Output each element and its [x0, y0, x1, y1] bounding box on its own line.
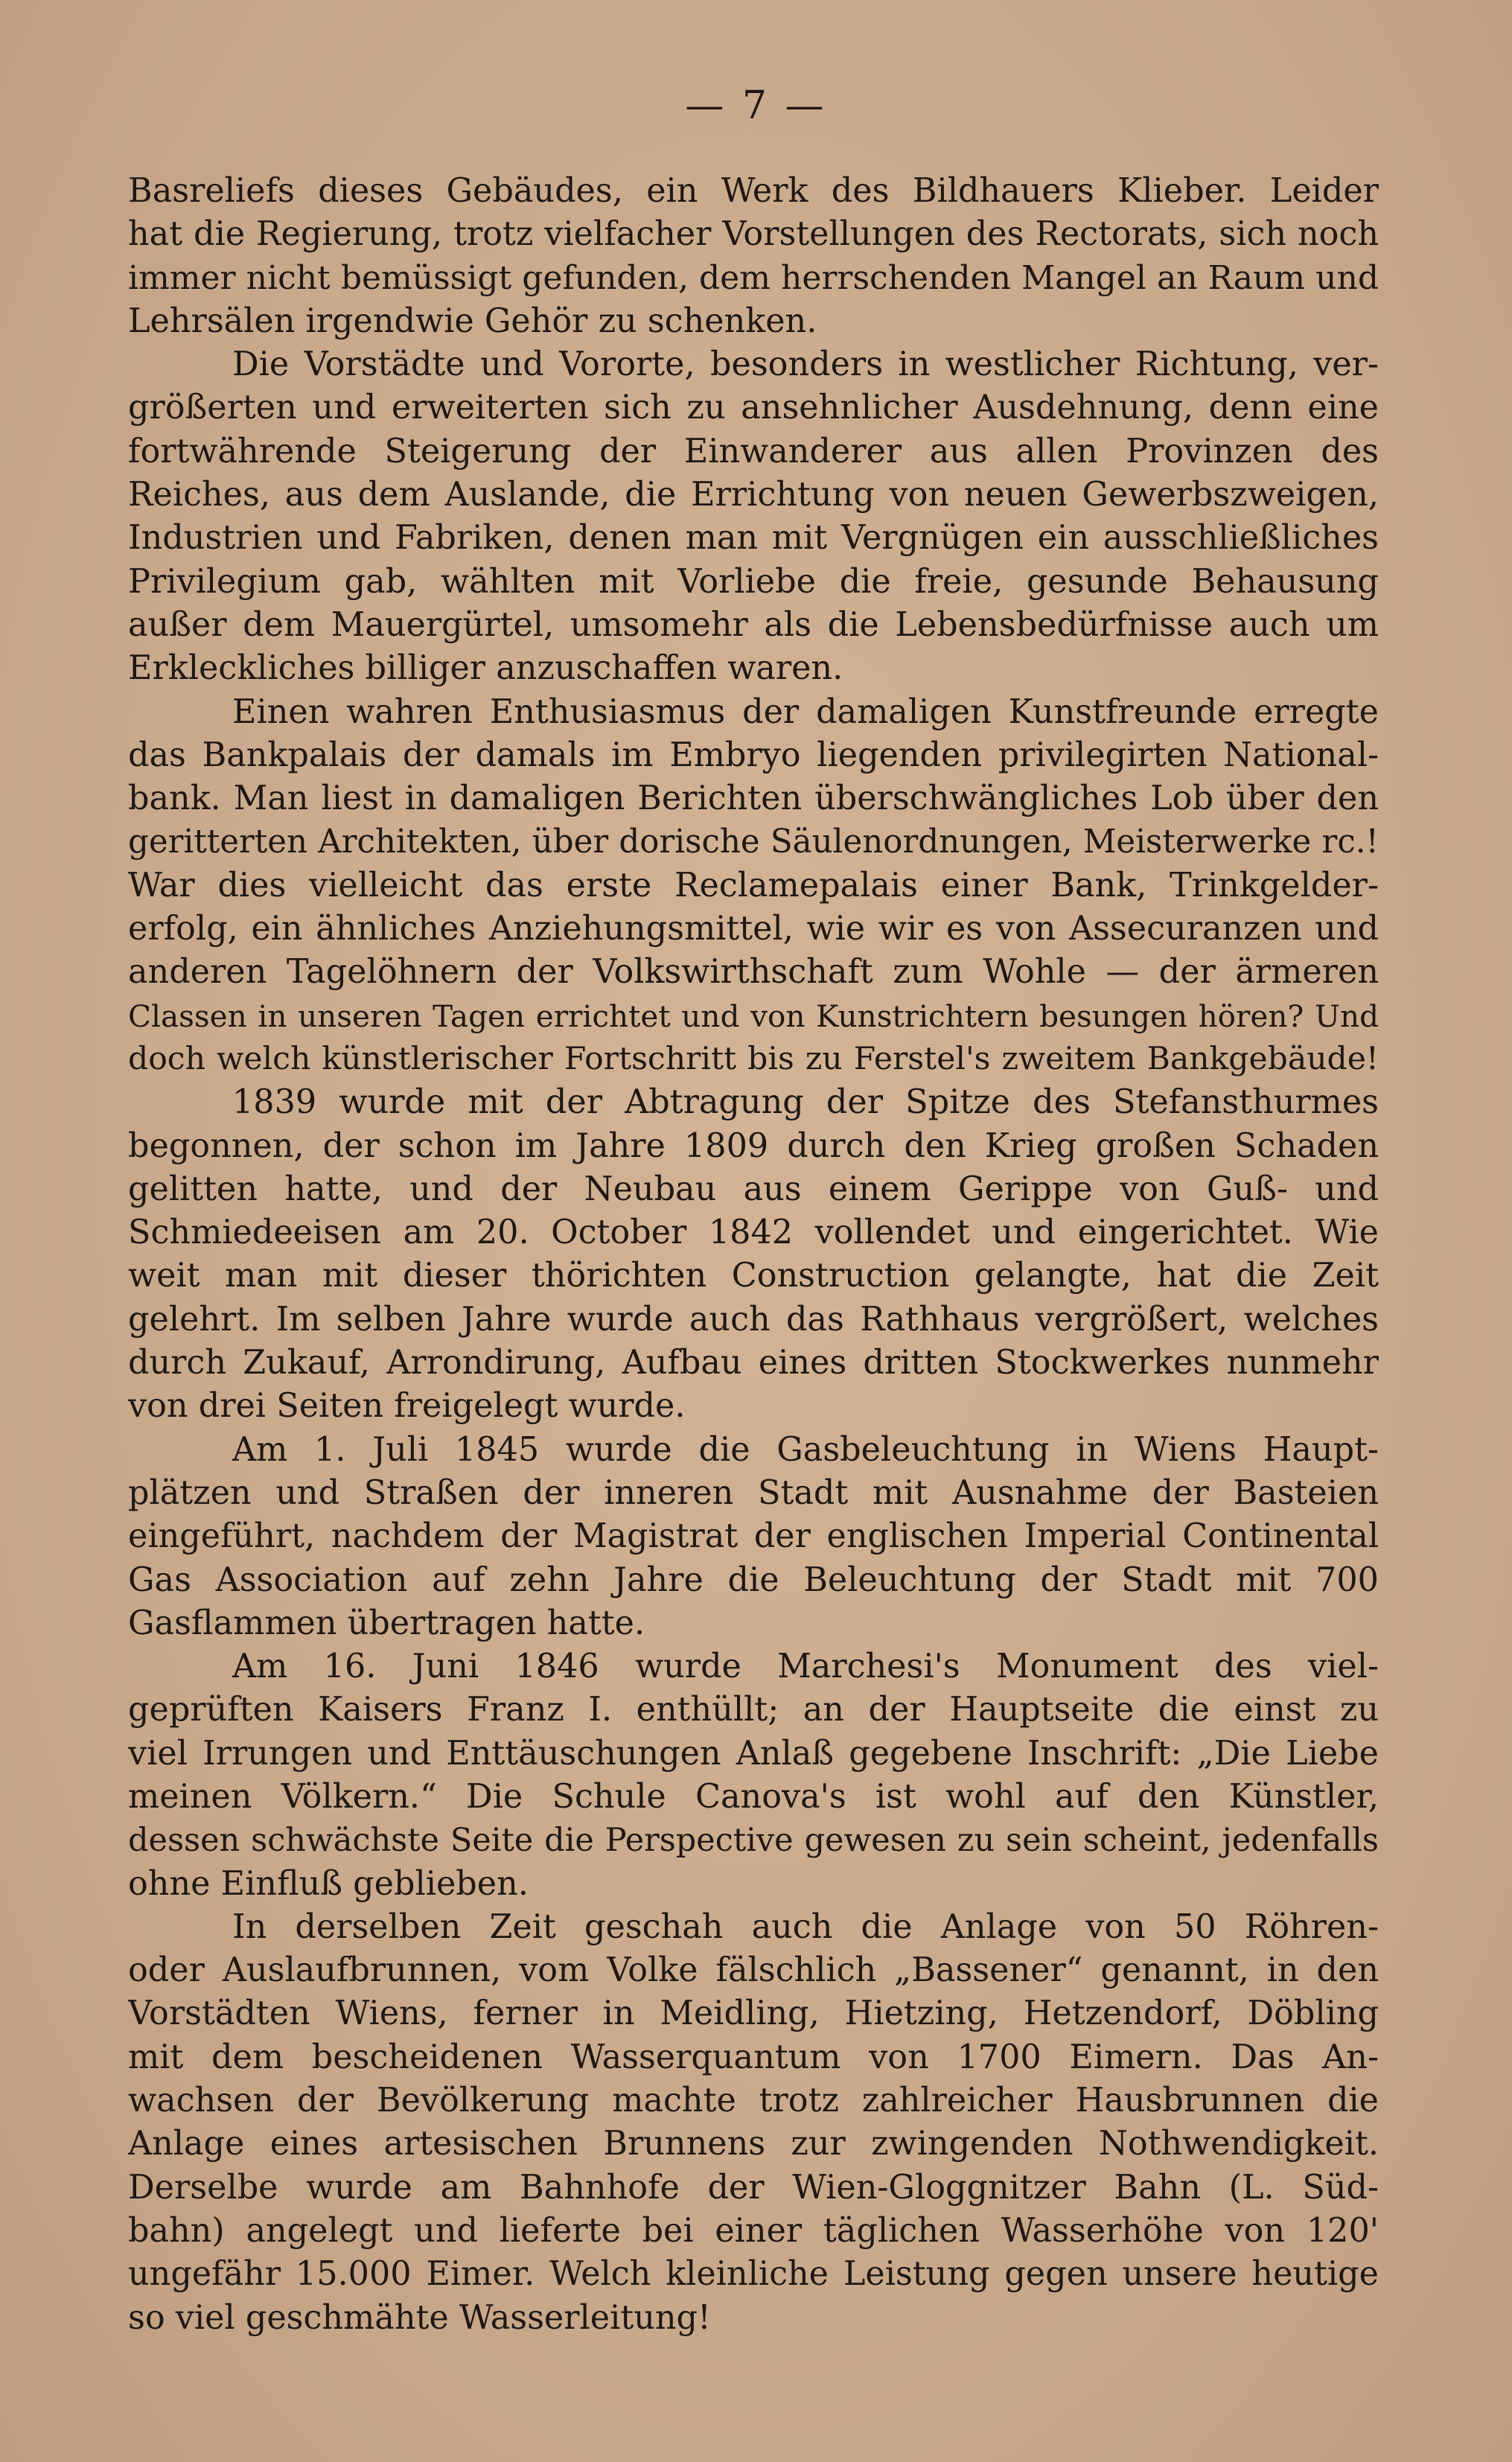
text-line: eingeführt, nachdem der Magistrat der englischen Imperial Continental: [128, 1517, 1379, 1556]
text-line: wachsen der Bevölkerung machte trotz zahlreicher Hausbrunnen die: [128, 2082, 1379, 2120]
text-line: Classen in unseren Tagen errichtet und von Kunstrichtern besungen hören? Und: [128, 998, 1379, 1034]
text-line: geprüften Kaisers Franz I. enthüllt; an der Hauptseite die einst zu: [128, 1691, 1379, 1729]
text-line: Einen wahren Enthusiasmus der damaligen Kunstfreunde erregte: [232, 692, 1379, 731]
text-line: ohne Einfluß geblieben.: [128, 1864, 529, 1903]
text-line: Die Vorstädte und Vororte, besonders in westlicher Richtung, ver-: [232, 345, 1379, 384]
text-line: Gas Association auf zehn Jahre die Beleuchtung der Stadt mit 700: [128, 1560, 1379, 1599]
text-line: dessen schwächste Seite die Perspective gewesen zu sein scheint, jedenfalls: [128, 1822, 1379, 1860]
text-line: Derselbe wurde am Bahnhofe der Wien-Gloggnitzer Bahn (L. Süd-: [128, 2168, 1379, 2207]
text-line: oder Auslaufbrunnen, vom Volke fälschlich „Bassener“ genannt, in den: [128, 1951, 1379, 1990]
text-line: meinen Völkern.“ Die Schule Canova's ist wohl auf den Künstler,: [128, 1777, 1379, 1816]
text-line: erfolg, ein ähnliches Anziehungsmittel, wie wir es von Assecuranzen und: [128, 910, 1379, 948]
text-line: geritterten Architekten, über dorische Säulenordnungen, Meisterwerke rc.!: [128, 823, 1379, 861]
text-line: gelehrt. Im selben Jahre wurde auch das Rathhaus vergrößert, welches: [128, 1300, 1379, 1339]
text-line: Lehrsälen irgendwie Gehör zu schenken.: [128, 302, 817, 340]
text-line: ungefähr 15.000 Eimer. Welch kleinliche Leistung gegen unsere heutige: [128, 2255, 1379, 2294]
text-line: Vorstädten Wiens, ferner in Meidling, Hietzing, Hetzendorf, Döbling: [128, 1994, 1379, 2033]
text-line: bahn) angelegt und lieferte bei einer täglichen Wasserhöhe von 120': [128, 2211, 1379, 2250]
text-line: In derselben Zeit geschah auch die Anlage von 50 Röhren-: [232, 1907, 1379, 1946]
text-line: War dies vielleicht das erste Reclamepalais einer Bank, Trinkgelder-: [128, 866, 1379, 905]
text-line: Basreliefs dieses Gebäudes, ein Werk des Bildhauers Klieber. Leider: [128, 172, 1379, 210]
text-line: das Bankpalais der damals im Embryo liegenden privilegirten National-: [128, 736, 1379, 774]
text-line: durch Zukauf, Arrondirung, Aufbau eines dritten Stockwerkes nunmehr: [128, 1344, 1379, 1383]
text-line: Schmiedeeisen am 20. October 1842 vollendet und eingerichtet. Wie: [128, 1214, 1379, 1252]
text-line: doch welch künstlerischer Fortschritt bis zu Ferstel's zweitem Bankgebäude!: [128, 1040, 1379, 1077]
text-line: außer dem Mauergürtel, umsomehr als die Lebensbedürfnisse auch um: [128, 605, 1379, 644]
text-line: Gasflammen übertragen hatte.: [128, 1604, 645, 1642]
text-line: plätzen und Straßen der inneren Stadt mit Ausnahme der Basteien: [128, 1473, 1379, 1512]
text-line: Reiches, aus dem Auslande, die Errichtung von neuen Gewerbszweigen,: [128, 476, 1379, 514]
text-line: von drei Seiten freigelegt wurde.: [128, 1387, 686, 1426]
text-line: anderen Tagelöhnern der Volkswirthschaft zum Wohle — der ärmeren: [128, 953, 1379, 992]
text-line: so viel geschmähte Wasserleitung!: [128, 2298, 711, 2337]
text-line: Privilegium gab, wählten mit Vorliebe die freie, gesunde Behausung: [128, 562, 1379, 601]
text-line: Am 1. Juli 1845 wurde die Gasbeleuchtung in Wiens Haupt-: [232, 1430, 1379, 1469]
text-line: Anlage eines artesischen Brunnens zur zwingenden Nothwendigkeit.: [128, 2125, 1379, 2163]
text-line: Industrien und Fabriken, denen man mit Vergnügen ein ausschließliches: [128, 519, 1379, 558]
text-line: 1839 wurde mit der Abtragung der Spitze des Stefansthurmes: [232, 1083, 1379, 1122]
text-line: weit man mit dieser thörichten Construction gelangte, hat die Zeit: [128, 1257, 1379, 1295]
text-line: gelitten hatte, und der Neubau aus einem Gerippe von Guß- und: [128, 1170, 1379, 1208]
text-line: bank. Man liest in damaligen Berichten überschwängliches Lob über den: [128, 779, 1379, 818]
text-line: hat die Regierung, trotz vielfacher Vorstellungen des Rectorats, sich noch: [128, 215, 1379, 254]
body-text: [128, 170, 1379, 2340]
text-line: Erkleckliches billiger anzuschaffen waren.: [128, 649, 843, 688]
text-line: größerten und erweiterten sich zu ansehnlicher Ausdehnung, denn eine: [128, 389, 1379, 427]
text-line: viel Irrungen und Enttäuschungen Anlaß gegebene Inschrift: „Die Liebe: [128, 1734, 1379, 1773]
text-line: mit dem bescheidenen Wasserquantum von 1700 Eimern. Das An-: [128, 2038, 1379, 2076]
text-line: fortwährende Steigerung der Einwanderer aus allen Provinzen des: [128, 432, 1379, 471]
text-line: begonnen, der schon im Jahre 1809 durch den Krieg großen Schaden: [128, 1126, 1379, 1165]
text-line: immer nicht bemüssigt gefunden, dem herrschenden Mangel an Raum und: [128, 258, 1379, 297]
text-line: Am 16. Juni 1846 wurde Marchesi's Monument des viel-: [232, 1648, 1379, 1686]
page-number: — 7 —: [685, 83, 827, 128]
